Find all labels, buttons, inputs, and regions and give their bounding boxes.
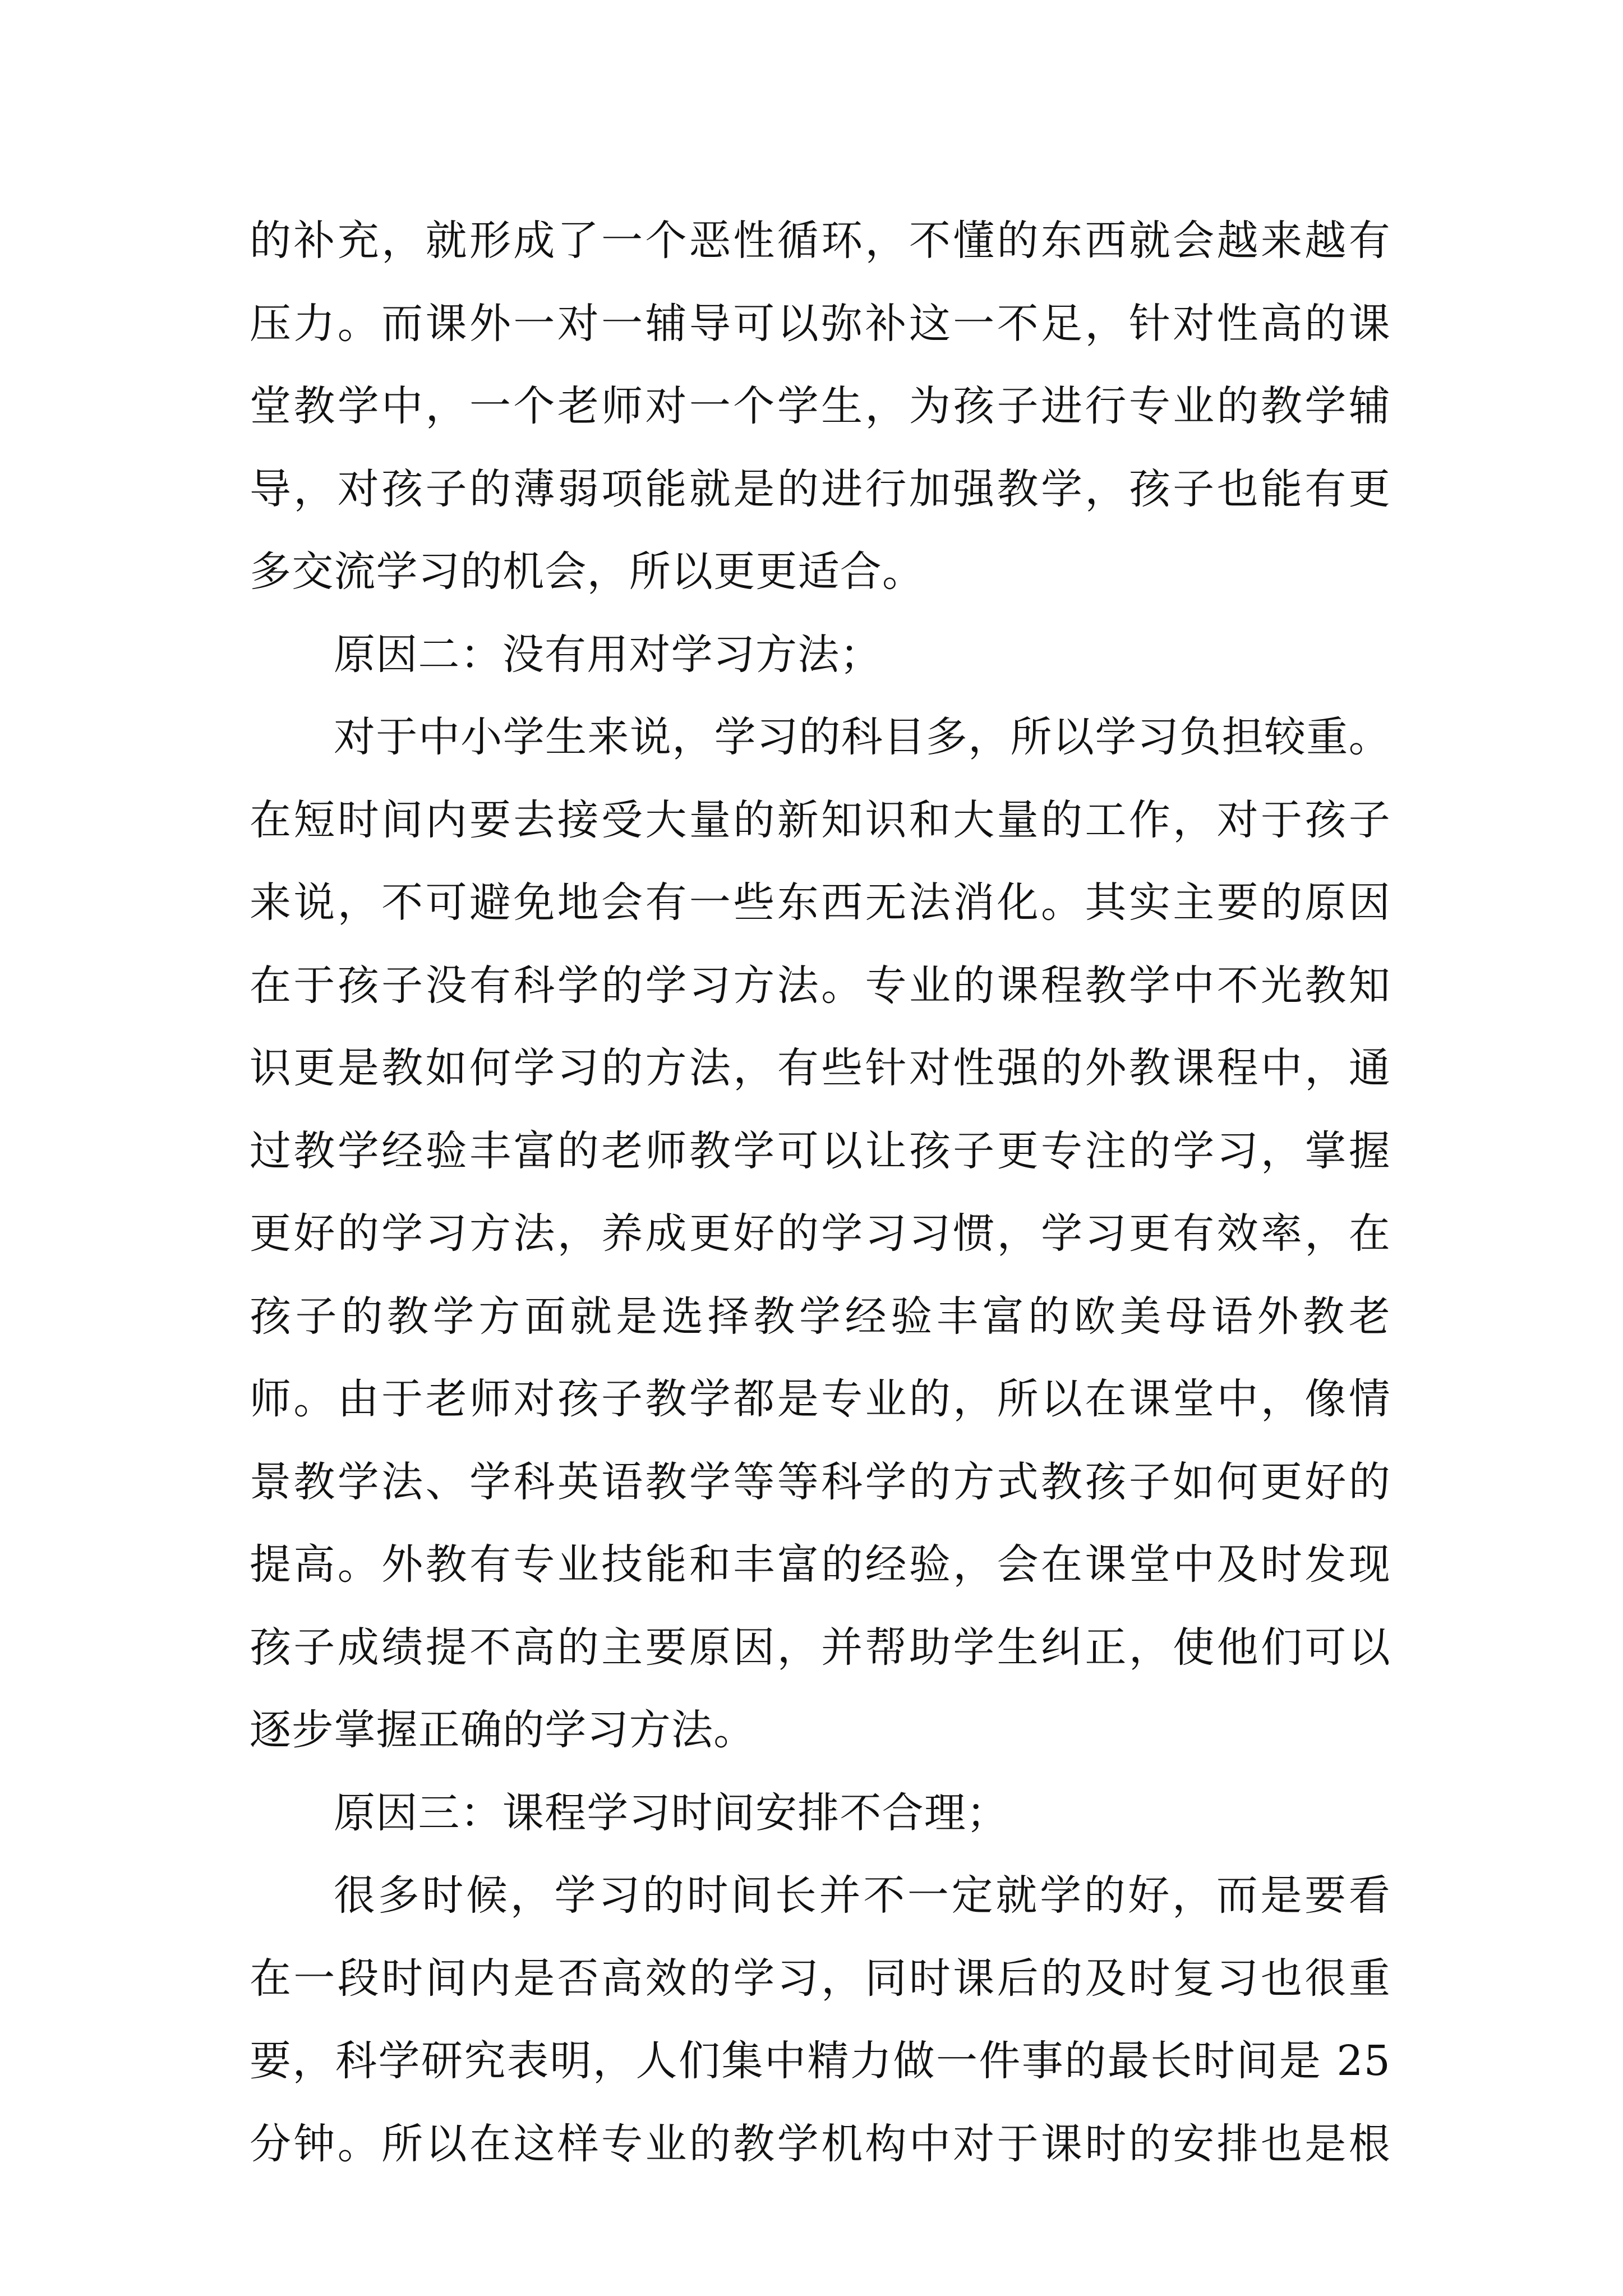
text-line: 分钟。所以在这样专业的教学机构中对于课时的安排也是根	[250, 2119, 1391, 2168]
text-line: 提高。外教有专业技能和丰富的经验，会在课堂中及时发现	[250, 1540, 1391, 1589]
text-line: 多交流学习的机会，所以更更适合。	[250, 547, 925, 596]
text-line: 孩子成绩提不高的主要原因，并帮助学生纠正，使他们可以	[250, 1623, 1391, 1672]
text-line: 在于孩子没有科学的学习方法。专业的课程教学中不光教知	[250, 961, 1391, 1010]
text-line: 景教学法、学科英语教学等等科学的方式教孩子如何更好的	[250, 1457, 1391, 1506]
text-line: 在短时间内要去接受大量的新知识和大量的工作，对于孩子	[250, 795, 1391, 844]
section-heading: 原因二：没有用对学习方法；	[334, 630, 882, 679]
text-line: 对于中小学生来说，学习的科目多，所以学习负担较重。	[334, 713, 1391, 761]
text-line: 来说，不可避免地会有一些东西无法消化。其实主要的原因	[250, 878, 1391, 927]
text-line: 孩子的教学方面就是选择教学经验丰富的欧美母语外教老	[250, 1292, 1391, 1341]
text-line: 很多时候，学习的时间长并不一定就学的好，而是要看	[334, 1871, 1391, 1920]
body-text	[250, 200, 1391, 2185]
text-line: 师。由于老师对孩子教学都是专业的，所以在课堂中，像情	[250, 1375, 1391, 1423]
text-line: 逐步掌握正确的学习方法。	[250, 1706, 756, 1754]
text-line: 导，对孩子的薄弱项能就是的进行加强教学，孩子也能有更	[250, 464, 1391, 513]
text-line: 更好的学习方法，养成更好的学习习惯，学习更有效率，在	[250, 1209, 1391, 1258]
text-line: 的补充，就形成了一个恶性循环，不懂的东西就会越来越有	[250, 217, 1391, 265]
text-line: 识更是教如何学习的方法，有些针对性强的外教课程中，通	[250, 1044, 1391, 1092]
text-line: 压力。而课外一对一辅导可以弥补这一不足，针对性高的课	[250, 299, 1391, 348]
text-line: 在一段时间内是否高效的学习，同时课后的及时复习也很重	[250, 1954, 1391, 2003]
text-line: 要，科学研究表明，人们集中精力做一件事的最长时间是 25	[250, 2037, 1391, 2085]
section-heading: 原因三：课程学习时间安排不合理；	[334, 1788, 1009, 1837]
text-line: 过教学经验丰富的老师教学可以让孩子更专注的学习，掌握	[250, 1126, 1391, 1175]
text-line: 堂教学中，一个老师对一个学生，为孩子进行专业的教学辅	[250, 382, 1391, 430]
